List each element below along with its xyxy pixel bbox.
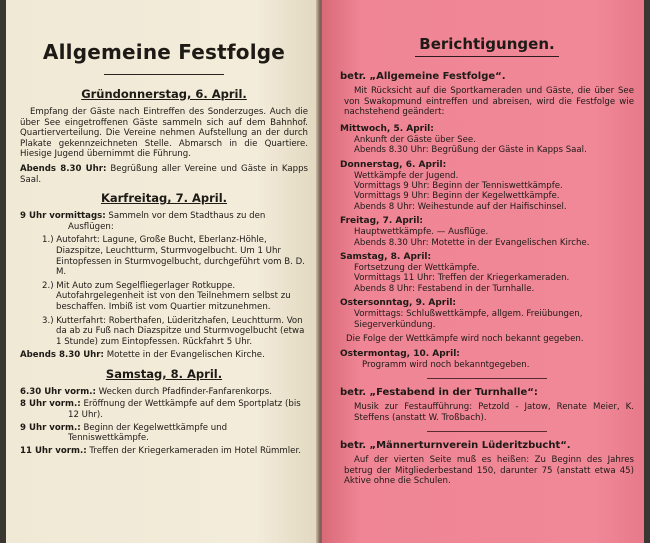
saturday-event-time: 9 Uhr vorm.: <box>20 422 81 433</box>
schedule-line: Fortsetzung der Wettkämpfe. <box>354 263 480 274</box>
saturday-event <box>20 399 308 420</box>
correction-intro: Mit Rücksicht auf die Sportkameraden und Gäste, die über See von Swakopmund eintreffen und abreisen, wird die Festfolge wie nachstehend geändert: <box>344 86 634 118</box>
day-thursday: Donnerstag, 6. April: <box>340 159 447 170</box>
schedule-line: Vormittags 11 Uhr: Treffen der Kriegerkameraden. <box>354 273 570 284</box>
schedule-line: Abends 8.30 Uhr: Motette in der Evangelischen Kirche. <box>354 237 590 248</box>
correction-heading-festfolge: betr. „Allgemeine Festfolge“. <box>340 71 506 82</box>
schedule-line: Vormittags 9 Uhr: Beginn der Tenniswettkämpfe. <box>354 181 563 191</box>
excursion-3: 3.) Kutterfahrt: Roberthafen, Lüderitzhafen, Leuchtturm. Von da ab zu Fuß nach Diazspitze und Sturmvogelbucht (etwa 1 Stunde) zum Eintopfessen. Rückfahrt 5 Uhr. <box>42 315 305 347</box>
correction-heading-festabend: betr. „Festabend in der Turnhalle“: <box>340 387 538 399</box>
day-friday: Freitag, 7. April: <box>340 216 423 227</box>
section-divider <box>427 378 547 379</box>
day-wednesday: Mittwoch, 5. April: <box>340 123 434 134</box>
thursday-heading: Gründonnerstag, 6. April. <box>81 87 247 101</box>
schedule-line: Wettkämpfe der Jugend. <box>354 170 459 181</box>
mtv-text: Auf der vierten Seite muß es heißen: Zu Beginn des Jahres betrug der Mitgliederbestand 150, darunter 75 (anstatt etwa 45) Aktive ohne die Schulen. <box>344 455 634 487</box>
excursion-1: 1.) Autofahrt: Lagune, Große Bucht, Eberlanz-Höhle, Diazspitze, Leuchtturm, Sturmvogelbucht. Um 1 Uhr Eintopfessen in Sturmvogelbucht, durchgeführt vom B. D. M. <box>42 235 305 278</box>
friday-event-1 <box>20 211 308 232</box>
page-title: Allgemeine Festfolge <box>42 40 286 64</box>
corrections-title-wrap <box>340 34 634 57</box>
title-divider <box>104 74 224 75</box>
schedule-line: Abends 8 Uhr: Weihestunde auf der Haifischinsel. <box>354 201 567 212</box>
section-divider <box>427 431 547 432</box>
schedule-line: Hauptwettkämpfe. — Ausflüge. <box>354 227 489 238</box>
friday-heading: Karfreitag, 7. April. <box>100 191 228 206</box>
schedule-line: Ankunft der Gäste über See. <box>354 134 476 145</box>
schedule-line: Vormittags: Schlußwettkämpfe, allgem. Freiübungen, <box>354 309 583 320</box>
saturday-event <box>20 446 308 457</box>
friday-event-2-text: Motette in der Evangelischen Kirche. <box>106 350 265 361</box>
day-easter-sunday: Ostersonntag, 9. April: <box>340 298 457 309</box>
thursday-body: Empfang der Gäste nach Eintreffen des Sonderzuges. Auch die über See eingetroffenen Gäste sammeln sich auf dem Bahnhof. Quartierverteilung. Die Vereine nehmen Aufstellung an der durch Plakate gekennzeichneten Stelle. Abmarsch in die Quartiere. Hiesige Jugend übernimmt die Führung. <box>20 107 308 160</box>
saturday-event-time: 6.30 Uhr vorm.: <box>20 386 96 397</box>
schedule-line: Vormittags 9 Uhr: Beginn der Kegelwettkämpfe. <box>354 191 560 202</box>
saturday-event-time: 8 Uhr vorm.: <box>20 399 81 410</box>
excursion-2: 2.) Mit Auto zum Segelfliegerlager Rotkuppe. Autofahrgelegenheit ist von den Teilnehmern selbst zu beschaffen. Imbiß ist vom Quartier mitzunehmen. <box>42 280 291 312</box>
friday-event-1-text: Sammeln vor dem Stadthaus zu den Ausflügen: <box>68 211 266 232</box>
saturday-event-text: Beginn der Kegelwettkämpfe und Tenniswettkämpfe. <box>68 422 228 444</box>
schedule-line: Abends 8 Uhr: Festabend in der Turnhalle. <box>354 283 535 294</box>
saturday-event-text: Eröffnung der Wettkämpfe auf dem Sportplatz (bis 12 Uhr). <box>68 399 301 421</box>
friday-event-2-time: Abends 8.30 Uhr: <box>20 350 104 361</box>
schedule-line: Programm wird noch bekanntgegeben. <box>362 359 530 370</box>
friday-event-2 <box>20 350 308 361</box>
saturday-event-text: Wecken durch Pfadfinder-Fanfarenkorps. <box>98 386 272 397</box>
saturday-heading: Samstag, 8. April. <box>105 366 223 381</box>
competition-note: Die Folge der Wettkämpfe wird noch bekannt gegeben. <box>346 334 584 345</box>
schedule-line: Siegerverkündung. <box>354 319 436 330</box>
corrections-title: Berichtigungen. <box>415 35 558 57</box>
day-easter-monday: Ostermontag, 10. April: <box>340 348 460 359</box>
friday-event-1-time: 9 Uhr vormittags: <box>20 211 106 222</box>
festabend-text: Musik zur Festaufführung: Petzold - Jatow, Renate Meier, K. Steffens (anstatt W. Troßbach). <box>354 402 634 423</box>
thursday-evening <box>20 164 308 185</box>
left-page <box>6 0 318 543</box>
day-saturday: Samstag, 8. April: <box>340 252 432 263</box>
right-page <box>322 0 644 543</box>
schedule-line: Abends 8.30 Uhr: Begrüßung der Gäste in Kapps Saal. <box>354 145 587 156</box>
saturday-event <box>20 423 308 444</box>
correction-heading-mtv: betr. „Männerturnverein Lüderitzbucht“. <box>340 440 571 452</box>
saturday-event-time: 11 Uhr vorm.: <box>20 445 87 456</box>
saturday-event-text: Treffen der Kriegerkameraden im Hotel Rümmler. <box>89 445 301 456</box>
thursday-evening-text: Begrüßung aller Vereine und Gäste in Kapps Saal. <box>20 163 308 185</box>
saturday-event <box>20 387 308 398</box>
thursday-evening-time: Abends 8.30 Uhr: <box>20 163 107 174</box>
